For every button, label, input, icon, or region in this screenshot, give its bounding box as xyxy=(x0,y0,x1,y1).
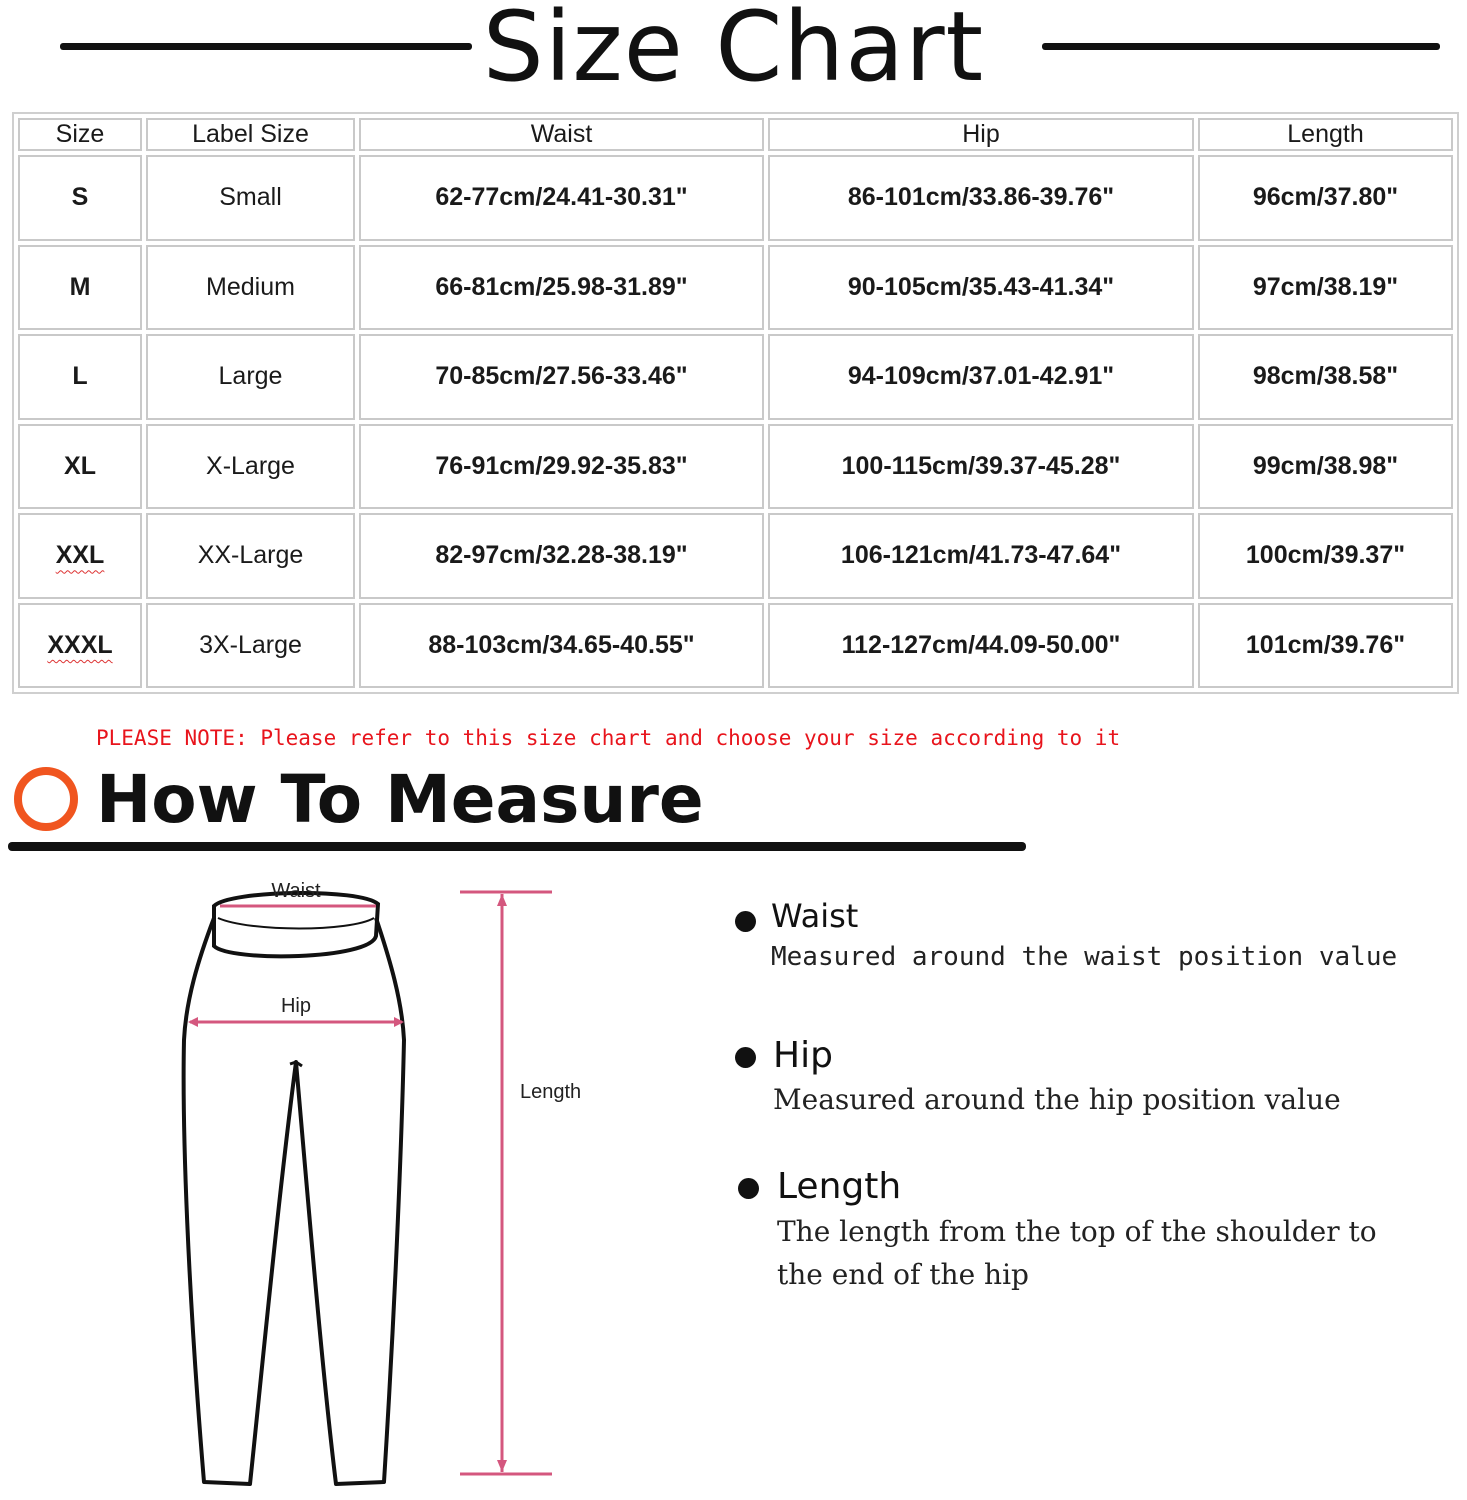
size-note: PLEASE NOTE: Please refer to this size chart and choose your size according to it xyxy=(96,726,1121,750)
table-row xyxy=(18,245,1453,331)
title-rule-right xyxy=(1042,43,1440,50)
ring-icon xyxy=(14,767,78,831)
measure-rule xyxy=(8,842,1026,851)
cell-waist: 70-85cm/27.56-33.46" xyxy=(359,334,764,420)
cell-size: L xyxy=(18,334,142,420)
cell-size: XXXL xyxy=(18,603,142,689)
length-description: The length from the top of the shoulder to the end of the hip xyxy=(777,1215,1377,1291)
length-arrow-bottom xyxy=(497,1460,507,1472)
cell-waist: 88-103cm/34.65-40.55" xyxy=(359,603,764,689)
header-length: Length xyxy=(1198,118,1453,151)
waist-diagram-label: Waist xyxy=(271,880,321,902)
cell-length: 97cm/38.19" xyxy=(1198,245,1453,331)
header-label-size: Label Size xyxy=(146,118,355,151)
cell-label-size: 3X-Large xyxy=(146,603,355,689)
cell-length: 96cm/37.80" xyxy=(1198,155,1453,241)
cell-length: 98cm/38.58" xyxy=(1198,334,1453,420)
cell-label-size: Large xyxy=(146,334,355,420)
hip-description: Measured around the hip position value xyxy=(773,1083,1341,1116)
cell-length: 101cm/39.76" xyxy=(1198,603,1453,689)
cell-waist: 76-91cm/29.92-35.83" xyxy=(359,424,764,510)
cell-hip: 112-127cm/44.09-50.00" xyxy=(768,603,1194,689)
cell-size: XXL xyxy=(18,513,142,599)
header-waist: Waist xyxy=(359,118,764,151)
header-hip: Hip xyxy=(768,118,1194,151)
header-size: Size xyxy=(18,118,142,151)
table-row xyxy=(18,155,1453,241)
table-row xyxy=(18,603,1453,689)
cell-label-size: XX-Large xyxy=(146,513,355,599)
table-row xyxy=(18,513,1453,599)
cell-hip: 100-115cm/39.37-45.28" xyxy=(768,424,1194,510)
length-heading: Length xyxy=(777,1166,902,1207)
waistband-inner xyxy=(218,918,374,929)
bullet-icon xyxy=(735,1047,756,1068)
waist-heading: Waist xyxy=(771,897,859,935)
cell-label-size: X-Large xyxy=(146,424,355,510)
table-row xyxy=(18,334,1453,420)
cell-size: M xyxy=(18,245,142,331)
page-title: Size Chart xyxy=(482,0,985,103)
table-row xyxy=(18,424,1453,510)
cell-hip: 86-101cm/33.86-39.76" xyxy=(768,155,1194,241)
hip-heading: Hip xyxy=(773,1035,833,1076)
bullet-icon xyxy=(738,1178,759,1199)
cell-hip: 90-105cm/35.43-41.34" xyxy=(768,245,1194,331)
cell-label-size: Medium xyxy=(146,245,355,331)
cell-size: XL xyxy=(18,424,142,510)
measure-title: How To Measure xyxy=(96,761,704,838)
hip-diagram-label: Hip xyxy=(280,995,312,1017)
cell-size: S xyxy=(18,155,142,241)
cell-length: 100cm/39.37" xyxy=(1198,513,1453,599)
size-chart-table xyxy=(12,112,1459,694)
bullet-icon xyxy=(735,911,756,932)
cell-label-size: Small xyxy=(146,155,355,241)
hip-arrow-left xyxy=(188,1017,198,1027)
length-arrow-top xyxy=(497,894,507,906)
pants-diagram xyxy=(170,870,610,1495)
cell-hip: 94-109cm/37.01-42.91" xyxy=(768,334,1194,420)
cell-waist: 66-81cm/25.98-31.89" xyxy=(359,245,764,331)
cell-waist: 82-97cm/32.28-38.19" xyxy=(359,513,764,599)
cell-waist: 62-77cm/24.41-30.31" xyxy=(359,155,764,241)
waist-description: Measured around the waist position value xyxy=(771,942,1398,972)
cell-length: 99cm/38.98" xyxy=(1198,424,1453,510)
table-header-row xyxy=(18,118,1453,151)
cell-hip: 106-121cm/41.73-47.64" xyxy=(768,513,1194,599)
length-diagram-label: Length xyxy=(520,1081,582,1103)
